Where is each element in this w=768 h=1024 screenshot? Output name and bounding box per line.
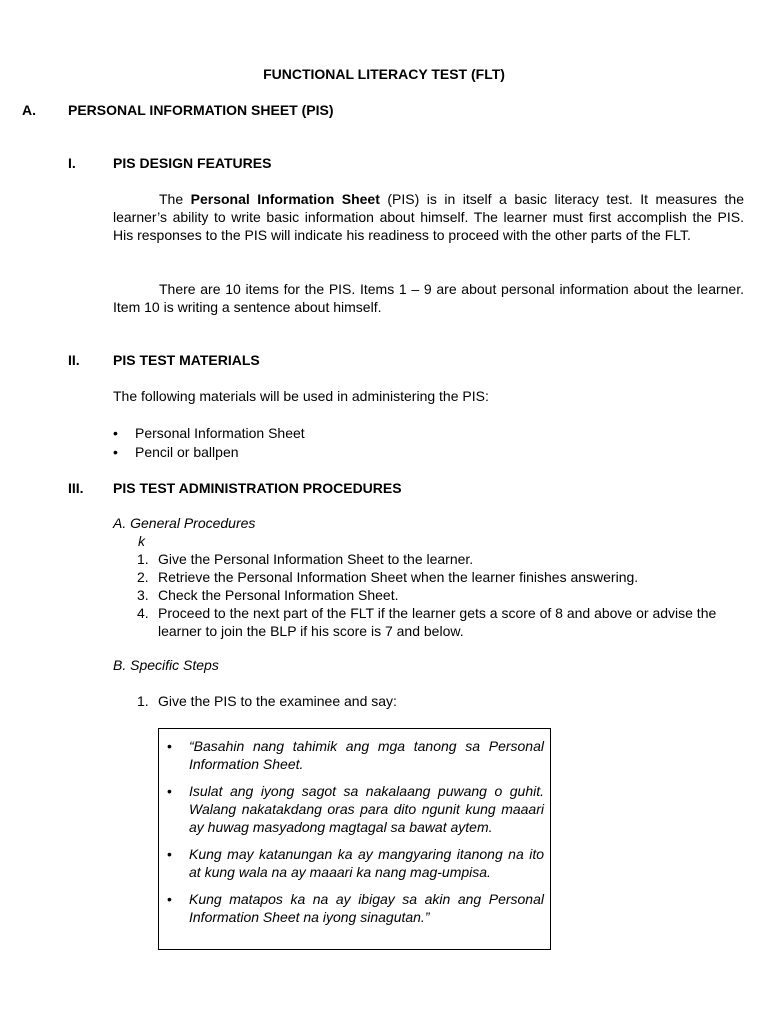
stray-mark: k xyxy=(138,533,145,549)
list-item: • Kung matapos ka na ay ibigay sa akin ang Personal Information Sheet na iyong sinagutan.” xyxy=(167,891,544,925)
design-paragraph-2 xyxy=(113,280,744,316)
list-item: 1. Give the PIS to the examinee and say: xyxy=(137,693,397,709)
general-procedures-label: A. General Procedures xyxy=(113,515,256,531)
materials-intro: The following materials will be used in administering the PIS: xyxy=(113,388,489,404)
list-item: 3. Check the Personal Information Sheet. xyxy=(137,587,399,603)
list-item: • Personal Information Sheet xyxy=(113,425,305,441)
p1-bold-term: Personal Information Sheet xyxy=(190,191,380,207)
specific-steps-label: B. Specific Steps xyxy=(113,657,219,673)
p1-post: (PIS) is in itself a basic literacy test. It measures the learner’s ability to write basic information about himself. The learner must first accomplish the PIS. His responses to the PIS will indicate his readiness to proceed with the other parts of the FLT. xyxy=(113,191,744,243)
bullet-icon: • xyxy=(113,425,118,441)
section-1-number: I. xyxy=(68,155,76,171)
examiner-script-list xyxy=(165,737,544,926)
bullet-icon: • xyxy=(167,738,172,754)
list-item: 2. Retrieve the Personal Information Sheet when the learner finishes answering. xyxy=(137,569,639,585)
section-1-title: PIS DESIGN FEATURES xyxy=(113,155,272,171)
section-a-number: A. xyxy=(22,102,36,118)
p2-text: There are 10 items for the PIS. Items 1 – 9 are about personal information about the learner. Item 10 is writing a sentence about himself. xyxy=(113,281,744,315)
section-2-title: PIS TEST MATERIALS xyxy=(113,352,260,368)
list-item: • Pencil or ballpen xyxy=(113,444,239,460)
bullet-icon: • xyxy=(113,444,118,460)
general-procedures-list xyxy=(137,550,747,640)
section-3-number: III. xyxy=(68,480,84,496)
list-item: • Isulat ang iyong sagot sa nakalaang puwang o guhit. Walang nakatakdang oras para dito ngunit kung maaari ay huwag masyadong magtagal sa bawat aytem. xyxy=(167,783,544,835)
p1-pre: The xyxy=(159,191,191,207)
list-item: 1. Give the Personal Information Sheet to the learner. xyxy=(137,551,474,567)
specific-steps-list xyxy=(137,692,747,710)
document-title: FUNCTIONAL LITERACY TEST (FLT) xyxy=(263,66,505,82)
bullet-icon: • xyxy=(167,891,172,907)
examiner-script-box xyxy=(158,728,551,950)
list-item: • Kung may katanungan ka ay mangyaring itanong na ito at kung wala na ay maaari ka nang mag-umpisa. xyxy=(167,846,544,880)
design-paragraph-1 xyxy=(113,190,744,244)
bullet-icon: • xyxy=(167,846,172,862)
materials-list xyxy=(113,424,744,462)
section-3-title: PIS TEST ADMINISTRATION PROCEDURES xyxy=(113,480,402,496)
bullet-icon: • xyxy=(167,783,172,799)
list-item: 4. Proceed to the next part of the FLT if the learner gets a score of 8 and above or advise the learner to join the BLP if his score is 7 and below. xyxy=(137,605,717,639)
list-item: • “Basahin nang tahimik ang mga tanong sa Personal Information Sheet. xyxy=(167,738,544,772)
section-2-number: II. xyxy=(68,352,80,368)
section-a-title: PERSONAL INFORMATION SHEET (PIS) xyxy=(68,102,334,118)
